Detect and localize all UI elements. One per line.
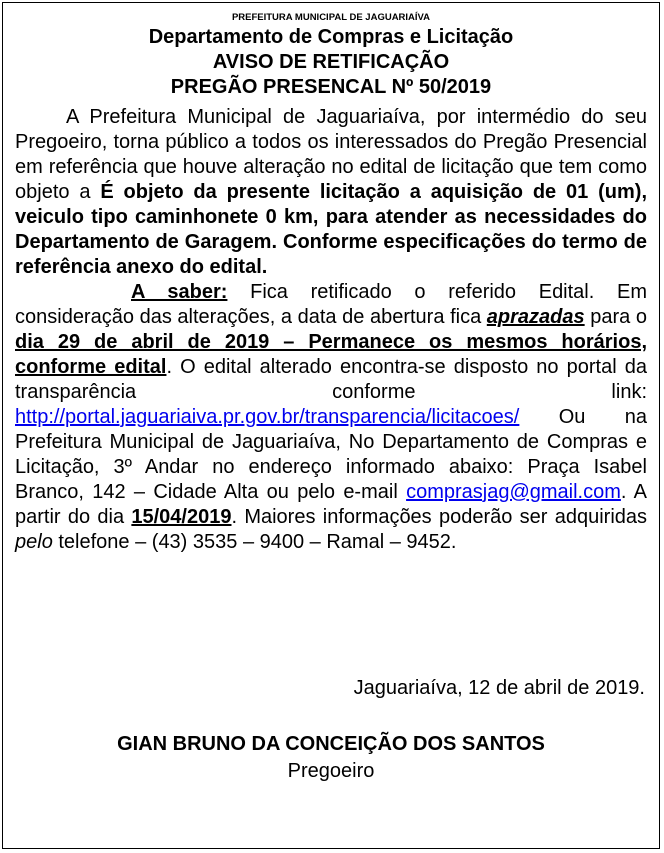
process-title: PREGÃO PRESENCAL Nº 50/2019 bbox=[170, 76, 492, 98]
department-title: Departamento de Compras e Licitação bbox=[148, 26, 514, 48]
email-link[interactable]: comprasjag@gmail.com bbox=[406, 481, 621, 503]
notice-body bbox=[15, 105, 647, 555]
signatory-name: GIAN BRUNO DA CONCEIÇÃO DOS SANTOS bbox=[117, 733, 545, 755]
details-text-2: para o bbox=[584, 306, 648, 328]
signatory-role: Pregoeiro bbox=[287, 760, 375, 782]
institution-header: PREFEITURA MUNICIPAL DE JAGUARIAÍVA bbox=[231, 12, 431, 23]
available-from-date: 15/04/2019 bbox=[131, 506, 232, 528]
signature-block bbox=[3, 731, 659, 785]
title-block bbox=[3, 25, 659, 100]
details-text-3: . O edital alterado encontra-se disposto no portal da transparência conforme link: bbox=[15, 356, 647, 403]
date-line: Jaguariaíva, 12 de abril de 2019. bbox=[353, 677, 645, 699]
details-text-6: . Maiores informações poderão ser adquiridas bbox=[231, 506, 648, 528]
paragraph-details bbox=[15, 280, 647, 555]
notice-title: AVISO DE RETIFICAÇÃO bbox=[212, 51, 450, 73]
new-opening-date: dia 29 de abril de 2019 – Permanece os mesmos horários, conforme edital bbox=[15, 331, 647, 378]
notice-frame bbox=[2, 2, 660, 849]
intro-text: A Prefeitura Municipal de Jaguariaíva, por intermédio do seu Pregoeiro, torna público a todos os interessados do Pregão Presencial em referência que houve alteração no edital de licitação que tem como objeto a bbox=[15, 106, 647, 203]
transparency-portal-link[interactable]: http://portal.jaguariaiva.pr.gov.br/transparencia/licitacoes/ bbox=[15, 406, 520, 428]
details-text-4: Ou na Prefeitura Municipal de Jaguariaíva, No Departamento de Compras e Licitação, 3º Andar no endereço informado abaixo: Praça Isabel Branco, 142 – Cidade Alta ou pelo e-mail bbox=[15, 406, 647, 503]
details-text-7: telefone – (43) 3535 – 9400 – Ramal – 9452. bbox=[52, 531, 457, 553]
a-saber-label: A saber: bbox=[131, 281, 228, 303]
details-text-1: Fica retificado o referido Edital. Em consideração das alterações, a data de abertura fica bbox=[15, 281, 647, 328]
object-text: É objeto da presente licitação a aquisição de 01 (um), veiculo tipo caminhonete 0 km, para atender as necessidades do Departamento de Garagem. Conforme especificações do termo de referência anexo do edital. bbox=[15, 181, 647, 278]
paragraph-intro bbox=[15, 105, 647, 280]
aprazadas-emphasis: aprazadas bbox=[486, 306, 585, 328]
pelo-emphasis: pelo bbox=[15, 531, 53, 553]
details-text-5: . A partir do dia bbox=[15, 481, 647, 528]
